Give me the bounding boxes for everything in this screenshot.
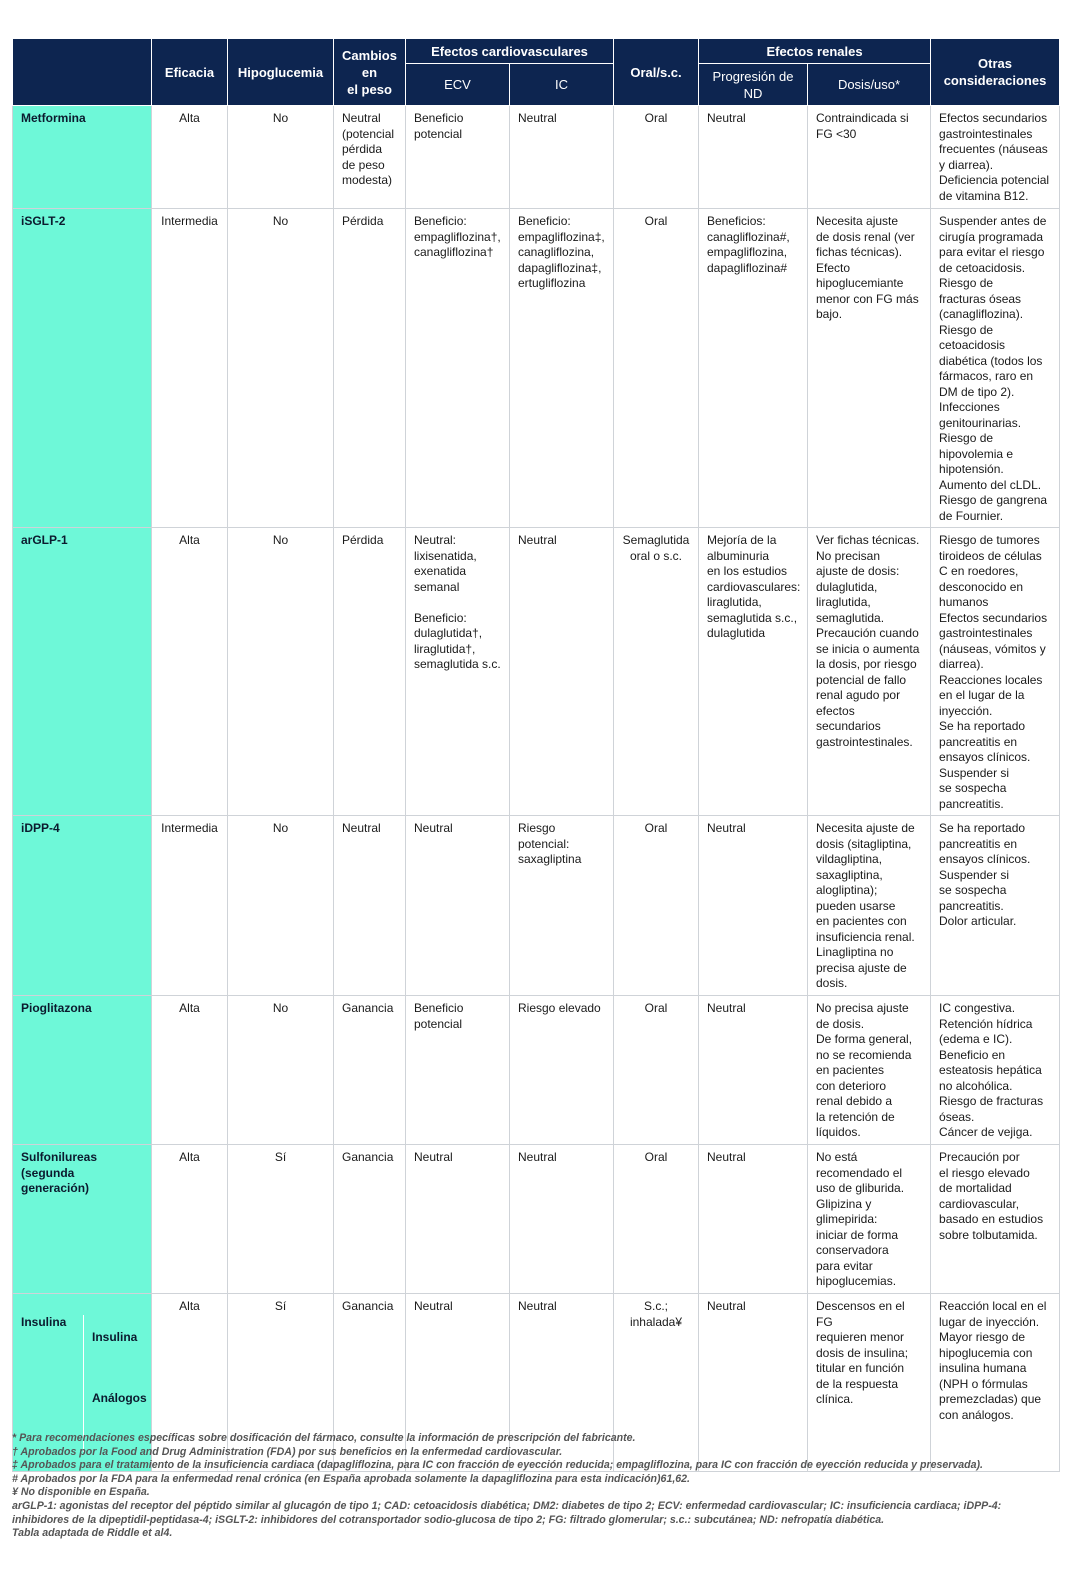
cell-progresion: Neutral — [699, 1145, 808, 1294]
cell-progresion: Neutral — [699, 816, 808, 996]
drug-name: arGLP-1 — [13, 528, 152, 816]
footnote: † Aprobados por la Food and Drug Administration (FDA) por sus beneficios en la enfermedad cardiovascular. — [12, 1445, 563, 1458]
cell-hipoglucemia: No — [228, 209, 334, 528]
footnote: ¥ No disponible en España. — [12, 1486, 150, 1499]
cell-oral: Oral — [614, 209, 699, 528]
cell-peso: Ganancia — [334, 1145, 406, 1294]
cell-peso: Ganancia — [334, 996, 406, 1145]
cell-ic: Neutral — [510, 528, 614, 816]
cell-eficacia: Alta — [152, 528, 228, 816]
footnote: ‡ Aprobados para el tratamiento de la insuficiencia cardiaca (dapagliflozina, para IC con fracción de eyección reducida; empagliflozina, para IC con fracción de eyección reducida y preservada). — [12, 1459, 984, 1472]
cell-ecv: Beneficio potencial — [406, 996, 510, 1145]
cell-ecv: Neutral — [406, 816, 510, 996]
cell-ic: Riesgo potencial: saxagliptina — [510, 816, 614, 996]
cell-ecv: Beneficio potencial — [406, 106, 510, 209]
drug-comparison-table — [12, 38, 1060, 1472]
cell-eficacia: Alta — [152, 1145, 228, 1294]
cell-otras: Efectos secundarios gastrointestinales frecuentes (náuseas y diarrea). Deficiencia potencial de vitamina B12. — [931, 106, 1060, 209]
table-row — [13, 528, 1060, 816]
cell-otras: Suspender antes de cirugía programada para evitar el riesgo de cetoacidosis. Riesgo de fracturas óseas (canagliflozina). Riesgo de cetoacidosis diabética (todos los fármacos, raro en DM de tipo 2). Infecciones genitourinarias. Riesgo de hipovolemia e hipotensión. Aumento del cLDL. Riesgo de gangrena de Fournier. — [931, 209, 1060, 528]
cell-otras: Se ha reportado pancreatitis en ensayos clínicos. Suspender si se sospecha pancreatitis. Dolor articular. — [931, 816, 1060, 996]
cell-ecv: Beneficio: empagliflozina†, canagliflozina† — [406, 209, 510, 528]
header-otras: Otras consideraciones — [931, 39, 1060, 106]
cell-ic: Riesgo elevado — [510, 996, 614, 1145]
cell-peso: Ganancia — [334, 1294, 406, 1472]
header-eficacia: Eficacia — [152, 39, 228, 106]
header-peso: Cambios en el peso — [334, 39, 406, 106]
footnote: # Aprobados por la FDA para la enfermedad renal crónica (en España aprobada solamente la dapagliflozina para esta indicación)61,62. — [12, 1472, 691, 1485]
cell-peso: Pérdida — [334, 209, 406, 528]
cell-progresion: Beneficios: canagliflozina#, empagliflozina, dapagliflozina# — [699, 209, 808, 528]
header-ecv: ECV — [406, 64, 510, 106]
header-renal-group: Efectos renales — [699, 39, 931, 64]
drug-name: Metformina — [13, 106, 152, 209]
cell-dosis: Descensos en el FG requieren menor dosis de insulina; titular en función de la respuesta clínica. — [808, 1294, 931, 1472]
header-drug-column — [13, 39, 152, 106]
cell-ic: Neutral — [510, 1145, 614, 1294]
cell-hipoglucemia: No — [228, 816, 334, 996]
cell-oral: S.c.; inhalada¥ — [614, 1294, 699, 1472]
drug-name: Pioglitazona — [13, 996, 152, 1145]
header-cv-group: Efectos cardiovasculares — [406, 39, 614, 64]
cell-otras: Riesgo de tumores tiroideos de células C en roedores, desconocido en humanos Efectos secundarios gastrointestinales (náuseas, vómitos y diarrea). Reacciones locales en el lugar de la inyección. Se ha reportado pancreatitis en ensayos clínicos. Suspender si se sospecha pancreatitis. — [931, 528, 1060, 816]
insulina-group-label: Insulina — [13, 1315, 84, 1453]
header-dosis: Dosis/uso* — [808, 64, 931, 106]
cell-ic: Beneficio: empagliflozina‡, canagliflozina, dapagliflozina‡, ertugliflozina — [510, 209, 614, 528]
drug-name: iSGLT-2 — [13, 209, 152, 528]
cell-hipoglucemia: Sí — [228, 1294, 334, 1472]
abbreviations: arGLP-1: agonistas del receptor del péptido similar al glucagón de tipo 1; CAD: cetoacidosis diabética; DM2: diabetes de tipo 2; ECV: enfermedad cardiovascular; IC: insuficiencia cardiaca; iDPP-4: inhibidores de la dipeptidil-peptidasa-4; iSGLT-2: inhibidores del cotransportador sodio-glucosa de tipo 2; FG: filtrado glomerular; s.c.: subcutánea; ND: nefropatía diabética. — [12, 1499, 1002, 1526]
cell-peso: Neutral (potencial pérdida de peso modesta) — [334, 106, 406, 209]
cell-progresion: Neutral — [699, 1294, 808, 1472]
cell-eficacia: Alta — [152, 1294, 228, 1472]
cell-oral: Oral — [614, 1145, 699, 1294]
cell-eficacia: Intermedia — [152, 209, 228, 528]
cell-progresion: Mejoría de la albuminuria en los estudios cardiovasculares: liraglutida, semaglutida s.c., dulaglutida — [699, 528, 808, 816]
table-row — [13, 996, 1060, 1145]
cell-ic: Neutral — [510, 106, 614, 209]
cell-progresion: Neutral — [699, 996, 808, 1145]
cell-oral: Oral — [614, 816, 699, 996]
cell-dosis: No precisa ajuste de dosis. De forma general, no se recomienda en pacientes con deterioro renal debido a la retención de líquidos. — [808, 996, 931, 1145]
cell-otras: IC congestiva. Retención hídrica (edema e IC). Beneficio en esteatosis hepática no alcohólica. Riesgo de fracturas óseas. Cáncer de vejiga. — [931, 996, 1060, 1145]
table-footnotes — [12, 1432, 1059, 1541]
cell-ecv: Neutral: lixisenatida, exenatida semanal Beneficio: dulaglutida†, liraglutida†, semaglutida s.c. — [406, 528, 510, 816]
cell-oral: Oral — [614, 106, 699, 209]
cell-otras: Precaución por el riesgo elevado de mortalidad cardiovascular, basado en estudios sobre tolbutamida. — [931, 1145, 1060, 1294]
header-progresion: Progresión de ND — [699, 64, 808, 106]
header-ic: IC — [510, 64, 614, 106]
footnote: * Para recomendaciones específicas sobre dosificación del fármaco, consulte la información de prescripción del fabricante. — [12, 1432, 636, 1444]
cell-hipoglucemia: No — [228, 106, 334, 209]
table-row — [13, 1145, 1060, 1294]
table-row — [13, 209, 1060, 528]
drug-name: Sulfonilureas (segunda generación) — [13, 1145, 152, 1294]
cell-ecv: Neutral — [406, 1145, 510, 1294]
cell-dosis: No está recomendado el uso de gliburida. Glipizina y glimepirida: iniciar de forma conservadora para evitar hipoglucemias. — [808, 1145, 931, 1294]
cell-dosis: Ver fichas técnicas. No precisan ajuste de dosis: dulaglutida, liraglutida, semaglutida. Precaución cuando se inicia o aumenta la dosis, por riesgo potencial de fallo renal agudo por efectos secundarios gastrointestinales. — [808, 528, 931, 816]
insulina-subtype-analogos: Análogos — [92, 1391, 147, 1405]
cell-dosis: Necesita ajuste de dosis (sitagliptina, vildagliptina, saxagliptina, alogliptina); pueden usarse en pacientes con insuficiencia renal. Linagliptina no precisa ajuste de dosis. — [808, 816, 931, 996]
cell-eficacia: Intermedia — [152, 816, 228, 996]
cell-dosis: Necesita ajuste de dosis renal (ver fichas técnicas). Efecto hipoglucemiante menor con FG más bajo. — [808, 209, 931, 528]
table-row — [13, 106, 1060, 209]
header-oral: Oral/s.c. — [614, 39, 699, 106]
drug-comparison-table-container — [12, 38, 1059, 1472]
cell-ic: Neutral — [510, 1294, 614, 1472]
cell-progresion: Neutral — [699, 106, 808, 209]
table-row — [13, 816, 1060, 996]
cell-otras: Reacción local en el lugar de inyección. Mayor riesgo de hipoglucemia con insulina humana (NPH o fórmulas premezcladas) que con análogos. — [931, 1294, 1060, 1472]
cell-peso: Pérdida — [334, 528, 406, 816]
cell-hipoglucemia: Sí — [228, 1145, 334, 1294]
cell-eficacia: Alta — [152, 996, 228, 1145]
cell-hipoglucemia: No — [228, 528, 334, 816]
cell-peso: Neutral — [334, 816, 406, 996]
cell-oral: Oral — [614, 996, 699, 1145]
cell-dosis: Contraindicada si FG <30 — [808, 106, 931, 209]
cell-ecv: Neutral — [406, 1294, 510, 1472]
source-note: Tabla adaptada de Riddle et al4. — [12, 1527, 173, 1540]
cell-eficacia: Alta — [152, 106, 228, 209]
header-hipoglucemia: Hipoglucemia — [228, 39, 334, 106]
insulina-subtype-human: Insulina — [92, 1330, 138, 1344]
cell-oral: Semaglutida oral o s.c. — [614, 528, 699, 816]
drug-name: iDPP-4 — [13, 816, 152, 996]
cell-hipoglucemia: No — [228, 996, 334, 1145]
